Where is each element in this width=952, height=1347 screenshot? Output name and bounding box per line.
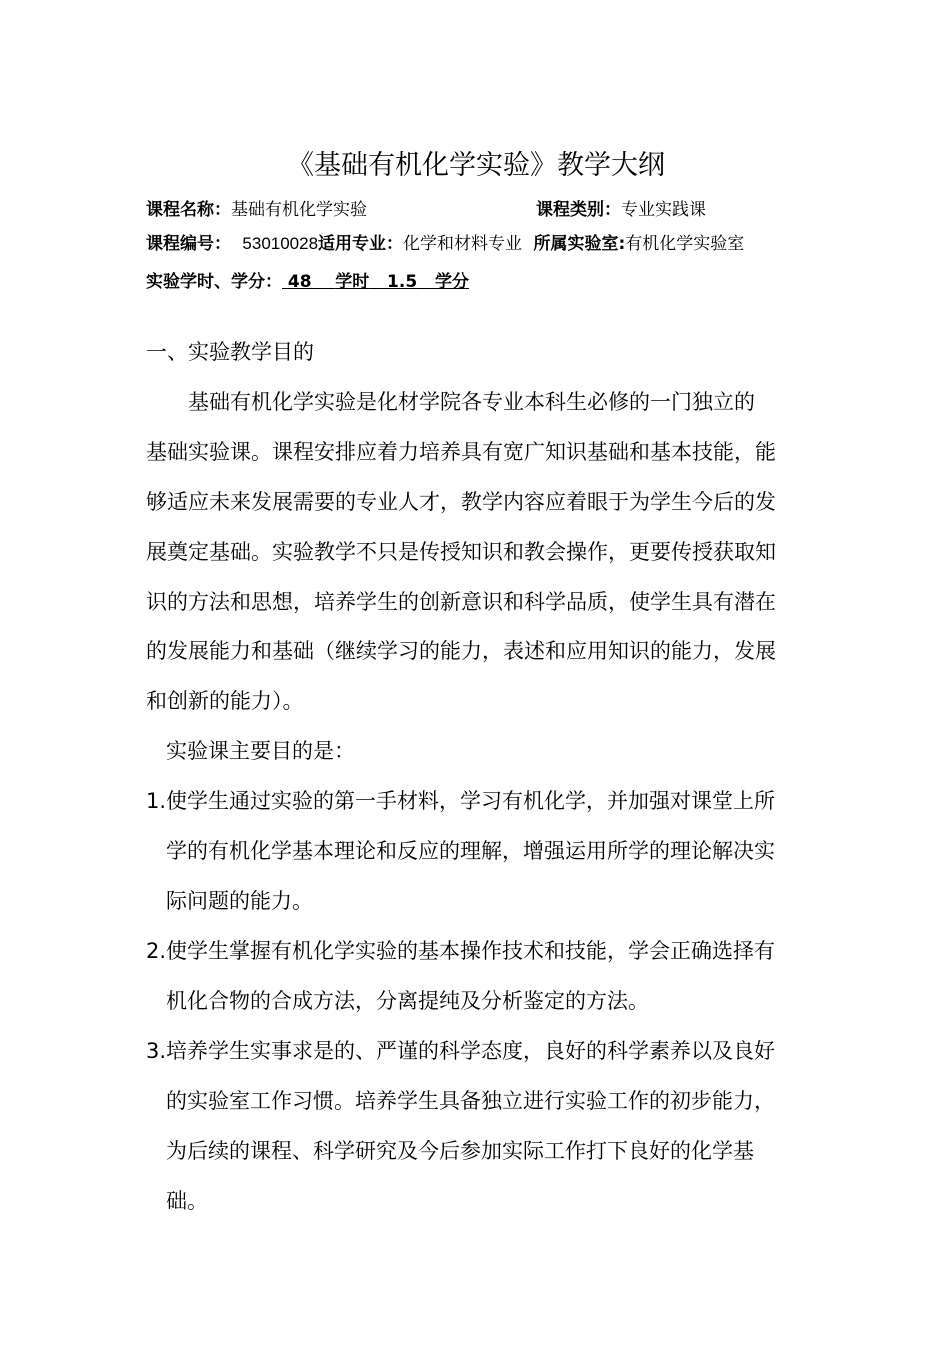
list-item-line: 3.培养学生实事求是的、严谨的科学态度，良好的科学素养以及良好 [146,1039,776,1063]
list-item-line: 的实验室工作习惯。培养学生具备独立进行实验工作的初步能力， [166,1089,775,1113]
paragraph-line: 基础有机化学实验是化材学院各专业本科生必修的一门独立的 [188,390,755,414]
paragraph-line: 够适应未来发展需要的专业人才，教学内容应着眼于为学生今后的发 [146,490,776,514]
paragraph-line: 的发展能力和基础（继续学习的能力，表述和应用知识的能力，发展 [146,639,776,663]
lab-value: 有机化学实验室 [625,234,745,254]
course-code-label: 课程编号： [146,234,231,254]
hours-unit: 学时 [335,272,370,292]
major-label: 适用专业： [318,234,404,254]
list-item-line: 学的有机化学基本理论和反应的理解，增强运用所学的理论解决实 [166,839,775,863]
course-type-value: 专业实践课 [621,200,706,220]
paragraph-line: 基础实验课。课程安排应着力培养具有宽广知识基础和基本技能，能 [146,440,776,464]
paragraph-line: 展奠定基础。实验教学不只是传授知识和教会操作，更要传授获取知 [146,540,776,564]
list-item-line: 2.使学生掌握有机化学实验的基本操作技术和技能，学会正确选择有 [146,939,776,963]
section-heading: 一、实验教学目的 [146,340,314,364]
major-value: 化学和材料专业 [403,234,523,254]
course-type-label: 课程类别： [536,200,621,220]
info-row-2 [146,231,744,257]
list-item-line: 为后续的课程、科学研究及今后参加实际工作打下良好的化学基 [166,1139,754,1163]
lab-label: 所属实验室: [533,234,626,254]
document-title: 《基础有机化学实验》教学大纲 [287,150,665,181]
info-row-1 [146,197,367,223]
hours-value: 48 [287,272,312,292]
course-code-value: 53010028 [242,234,319,253]
list-item-line: 1.使学生通过实验的第一手材料，学习有机化学，并加强对课堂上所 [146,789,776,813]
info-row-3 [146,269,469,295]
course-name-label: 课程名称： [146,200,231,220]
list-item-line: 机化合物的合成方法，分离提纯及分析鉴定的方法。 [166,989,649,1013]
list-item-line: 际问题的能力。 [166,889,313,913]
credits-unit: 学分 [434,272,469,292]
list-item-line: 础。 [166,1189,208,1213]
paragraph-line: 识的方法和思想，培养学生的创新意识和科学品质，使学生具有潜在 [146,590,776,614]
paragraph-line: 和创新的能力）。 [146,689,304,713]
hours-label: 实验学时、学分： [146,272,282,292]
info-row-1b [536,197,706,223]
credits-value: 1.5 [387,272,418,292]
course-name-value: 基础有机化学实验 [231,200,367,220]
hours-credits-underlined [282,272,469,292]
goals-intro: 实验课主要目的是： [166,739,355,763]
